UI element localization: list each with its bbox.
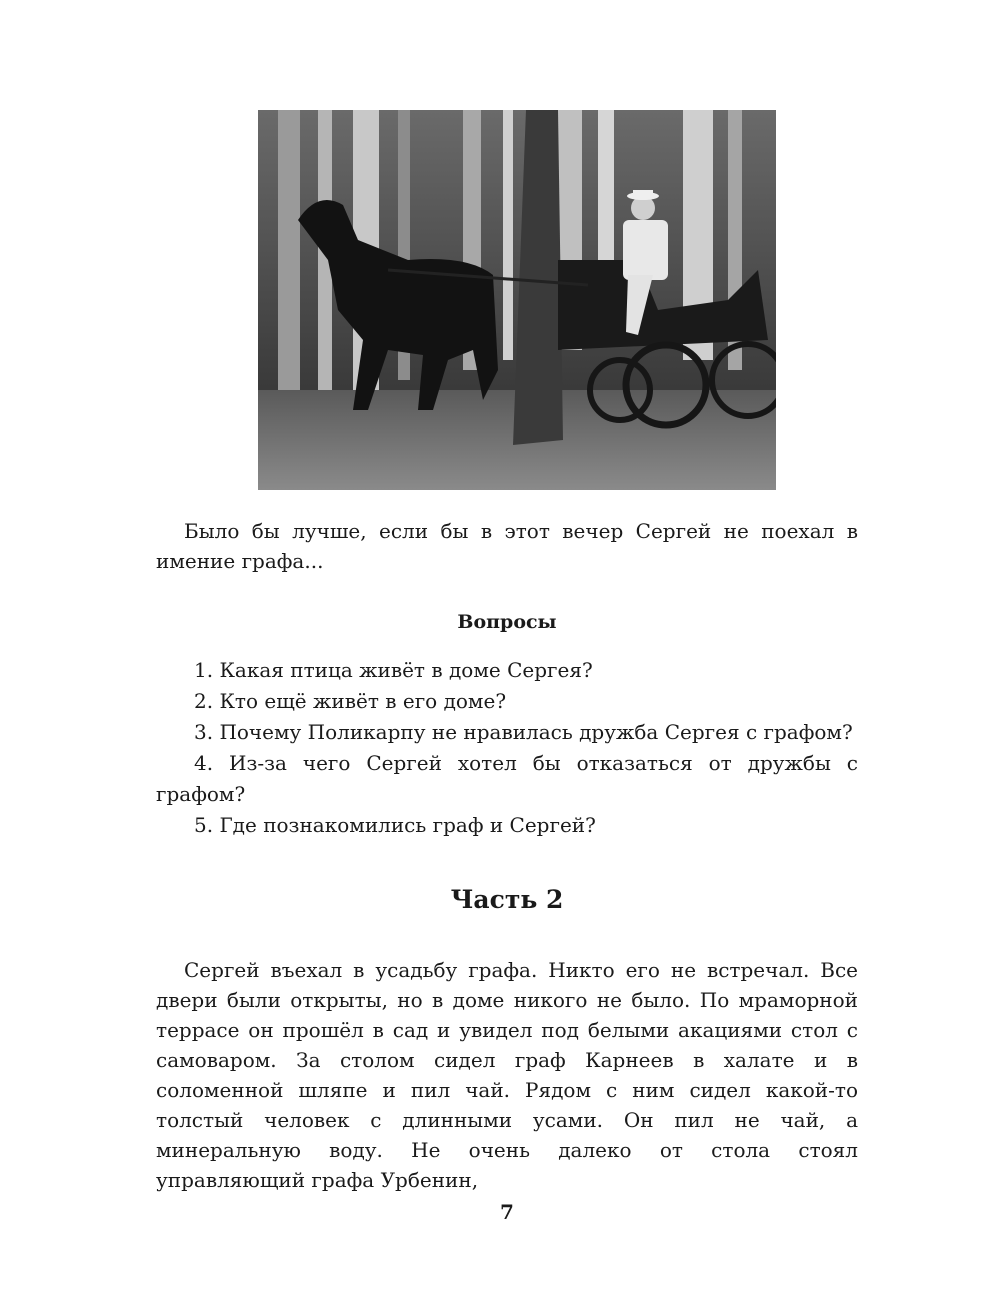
questions-heading: Вопросы [457,611,557,633]
question-item: 1. Какая птица живёт в доме Сергея? [194,658,593,682]
paragraph-part-2: Сергей въехал в усадьбу графа. Никто его не встречал. Все двери были открыты, но в доме никого не было. По мраморной террасе он прошёл в сад и увидел под белыми акациями стол с самоваром. За столом сидел граф Карнеев в халате и в соломенной шляпе и пил чай. Рядом с ним сидел какой-то толстый человек с длинными усами. Он пил не чай, а минеральную воду. Не очень далеко от стола стоял управляющий графа Урбенин, [156,958,858,1192]
page-number: 7 [500,1200,514,1224]
question-item: 3. Почему Поликарпу не нравилась дружба Сергея с графом? [194,720,853,744]
photo-drawing [258,110,776,490]
questions-list [156,655,858,841]
part-heading: Часть 2 [450,885,564,914]
paragraph-intro: Было бы лучше, если бы в этот вечер Сергей не поехал в имение графа... [156,519,858,573]
question-item: 5. Где познакомились граф и Сергей? [194,813,596,837]
question-item: 4. Из-за чего Сергей хотел бы отказаться от дружбы с графом? [156,751,858,806]
question-item: 2. Кто ещё живёт в его доме? [194,689,507,713]
illustration-horse-carriage-photo [258,110,776,490]
